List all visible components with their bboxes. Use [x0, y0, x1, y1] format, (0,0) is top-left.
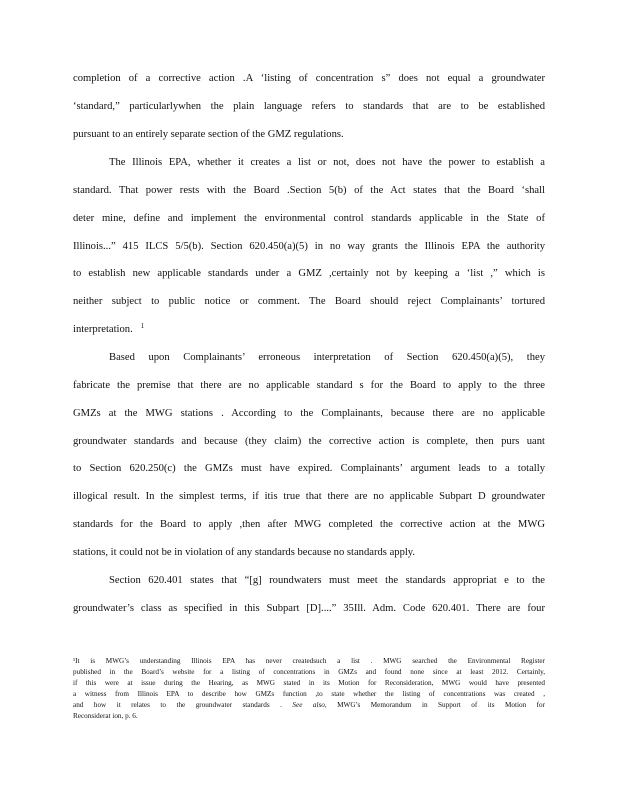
body-line: Section 620.401 states that “[g] roundwaters must meet the standards appropriat e to the	[109, 575, 545, 586]
body-line: deter mine, define and implement the environmental control standards applicable in the State of	[73, 213, 545, 224]
body-line: Illinois...” 415 ILCS 5/5(b). Section 620.450(a)(5) in no way grants the Illinois EPA the authority	[73, 241, 545, 252]
body-line: Based upon Complainants’ erroneous interpretation of Section 620.450(a)(5), they	[109, 352, 545, 363]
body-line: stations, it could not be in violation of any standards because no standards apply.	[73, 547, 416, 558]
footnote-line: Reconsiderat ion, p. 6.	[73, 712, 138, 720]
footnote-line: if this were at issue during the Hearing, as MWG stated in its Motion for Reconsideration, MWG would have presented	[73, 679, 545, 687]
body-line-with-footnote	[73, 323, 545, 337]
body-line: groundwater’s class as specified in this Subpart [D]....” 35Ill. Adm. Code 620.401. There are four	[73, 603, 545, 614]
footnote-line: ¹It is MWG’s understanding Illinois EPA has never createdsuch a list . MWG searched the Environmental Register	[73, 657, 545, 665]
body-line: to Section 620.250(c) the GMZs must have expired. Complainants’ argument leads to a totally	[73, 463, 545, 474]
body-line: neither subject to public notice or comment. The Board should reject Complainants’ tortured	[73, 296, 545, 307]
footnote-line: and how it relates to the groundwater standards .	[73, 701, 282, 709]
body-line: illogical result. In the simplest terms, if itis true that there are no applicable Subpart D groundwater	[73, 491, 545, 502]
footnote-line: published in the Board’s website for a listing of concentrations in GMZs and found none since at least 2012. Certainly,	[73, 668, 545, 676]
body-line: standard. That power rests with the Board .Section 5(b) of the Act states that the Board ‘shall	[73, 185, 545, 196]
body-line: interpretation.	[73, 324, 133, 335]
footnote-line: a witness from Illinois EPA to describe how GMZs function ,to state whether the listing of concentrations was created ,	[73, 690, 545, 698]
body-line: fabricate the premise that there are no applicable standard s for the Board to apply to the three	[73, 380, 545, 391]
body-line: ‘standard,” particularlywhen the plain language refers to standards that are to be established	[73, 101, 545, 112]
body-line: groundwater standards and because (they claim) the corrective action is complete, then purs uant	[73, 436, 545, 447]
footnote-line-composite	[73, 700, 545, 710]
body-line: pursuant to an entirely separate section of the GMZ regulations.	[73, 129, 344, 140]
footnote-marker: 1	[140, 322, 145, 330]
footnote-see-also: See also,	[292, 701, 327, 709]
body-line: standards for the Board to apply ,then after MWG completed the corrective action at the MWG	[73, 519, 545, 530]
body-line: to establish new applicable standards under a GMZ ,certainly not by keeping a ‘list ,” which is	[73, 268, 545, 279]
body-line: completion of a corrective action .A ‘listing of concentration s” does not equal a groundwater	[73, 73, 545, 84]
body-line: The Illinois EPA, whether it creates a list or not, does not have the power to establish a	[109, 157, 545, 168]
footnote-tail: MWG’s Memorandum in Support of its Motion for	[337, 701, 546, 709]
body-line: GMZs at the MWG stations . According to the Complainants, because there are no applicable	[73, 408, 545, 419]
